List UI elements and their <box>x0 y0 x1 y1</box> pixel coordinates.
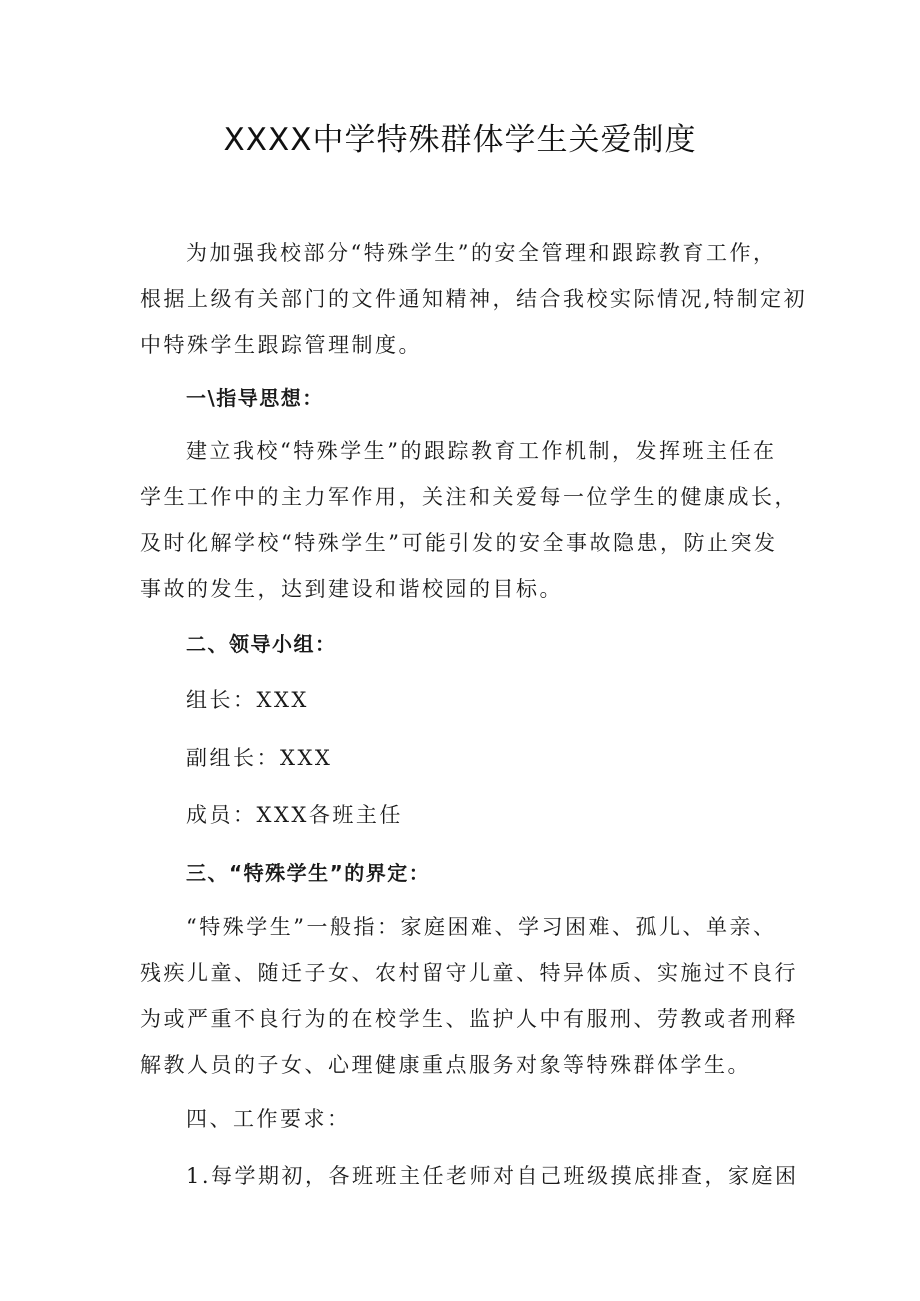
group-leader: 组长：XXX <box>186 688 309 712</box>
intro-line: 根据上级有关部门的文件通知精神，结合我校实际情况,特制定初 <box>140 287 808 311</box>
intro-paragraph <box>140 230 808 368</box>
intro-line: 中特殊学生跟踪管理制度。 <box>140 333 422 357</box>
section-heading-guiding-ideology: 一\指导思想： <box>186 386 324 410</box>
section-heading-leadership-group: 二、领导小组： <box>186 632 337 656</box>
group-deputy-leader: 副组长：XXX <box>186 746 333 770</box>
requirement-item-1: 1.每学期初，各班班主任老师对自己班级摸底排查，家庭困 <box>186 1164 799 1188</box>
paragraph-line: “特殊学生”一般指：家庭困难、学习困难、孤儿、单亲、 <box>186 915 777 939</box>
guiding-ideology-paragraph <box>140 428 800 612</box>
intro-line: 为加强我校部分“特殊学生”的安全管理和跟踪教育工作， <box>186 241 777 265</box>
group-members: 成员：XXX各班主任 <box>186 803 403 827</box>
paragraph-line: 学生工作中的主力军作用，关注和关爱每一位学生的健康成长， <box>140 485 798 509</box>
section-heading-definition: 三、“特殊学生”的界定： <box>186 861 431 885</box>
paragraph-line: 残疾儿童、随迁子女、农村留守儿童、特异体质、实施过不良行 <box>140 961 798 985</box>
document-title: XXXX中学特殊群体学生关爱制度 <box>223 122 697 158</box>
paragraph-line: 为或严重不良行为的在校学生、监护人中有服刑、劳教或者刑释 <box>140 1007 798 1031</box>
paragraph-line: 事故的发生，达到建设和谐校园的目标。 <box>140 577 563 601</box>
paragraph-line: 建立我校“特殊学生”的跟踪教育工作机制，发挥班主任在 <box>186 439 777 463</box>
section-heading-work-requirements: 四、工作要求： <box>186 1107 351 1131</box>
paragraph-line: 及时化解学校“特殊学生”可能引发的安全事故隐患，防止突发 <box>140 531 778 555</box>
paragraph-line: 解教人员的子女、心理健康重点服务对象等特殊群体学生。 <box>140 1053 751 1077</box>
definition-paragraph <box>140 904 800 1088</box>
